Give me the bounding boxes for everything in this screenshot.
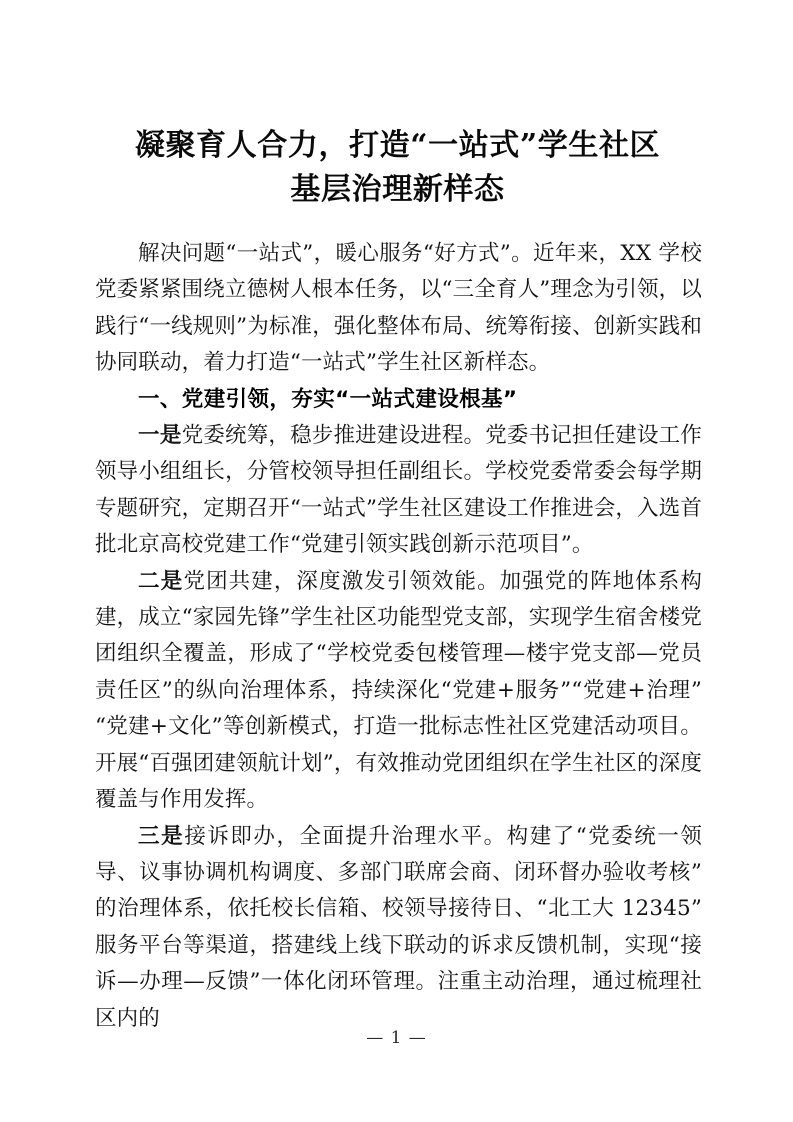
paragraph-point-3-lead: 三是 (138, 823, 185, 849)
document-body (95, 236, 702, 1037)
paragraph-intro-text: 解决问题“一站式”，暖心服务“好方式”。近年来，XX 学校党委紧紧围绕立德树人根本任务，以“三全育人”理念为引领，以践行“一线规则”为标准，强化整体布局、统筹衔接、创新实践和协同联动，着力打造“一站式”学生社区新样态。 (95, 241, 702, 376)
paragraph-point-1-lead: 一是 (138, 423, 182, 449)
paragraph-point-2-text: 党团共建，深度激发引领效能。加强党的阵地体系构建，成立“家园先锋”学生社区功能型党支部，实现学生宿舍楼党团组织全覆盖，形成了“学校党委包楼管理—楼宇党支部—党员责任区”的纵向治理体系，持续深化“党建+服务”“党建+治理”“党建+文化”等创新模式，打造一批标志性社区党建活动项目。开展“百强团建领航计划”，有效推动党团组织在学生社区的深度覆盖与作用发挥。 (95, 568, 703, 813)
paragraph-intro (95, 236, 702, 382)
section-heading-1 (95, 382, 702, 418)
page-title (95, 124, 700, 212)
paragraph-point-3-text: 接诉即办，全面提升治理水平。构建了“党委统一领导、议事协调机构调度、多部门联席会商、闭环督办验收考核”的治理体系，依托校长信箱、校领导接待日、“北工大 12345”服务平台等渠道，搭建线上线下联动的诉求反馈机制，实现“接诉—办理—反馈”一体化闭环管理。注重主动治理，通过梳理社区内的 (95, 823, 702, 1031)
paragraph-point-2 (95, 564, 702, 819)
paragraph-point-3 (95, 819, 702, 1037)
section-heading-1-text: 一、党建引领，夯实“一站式建设根基” (138, 386, 518, 412)
page-title-line-1: 凝聚育人合力，打造“一站式”学生社区 (134, 128, 661, 164)
page-title-line-2: 基层治理新样态 (290, 172, 505, 208)
page-number: — 1 — (366, 1028, 427, 1048)
paragraph-point-1-text: 党委统筹，稳步推进建设进程。党委书记担任建设工作领导小组组长，分管校领导担任副组长。学校党委常委会每学期专题研究，定期召开“一站式”学生社区建设工作推进会，入选首批北京高校党建工作“党建引领实践创新示范项目”。 (95, 423, 702, 558)
paragraph-point-1 (95, 418, 702, 564)
paragraph-point-2-lead: 二是 (138, 568, 184, 594)
